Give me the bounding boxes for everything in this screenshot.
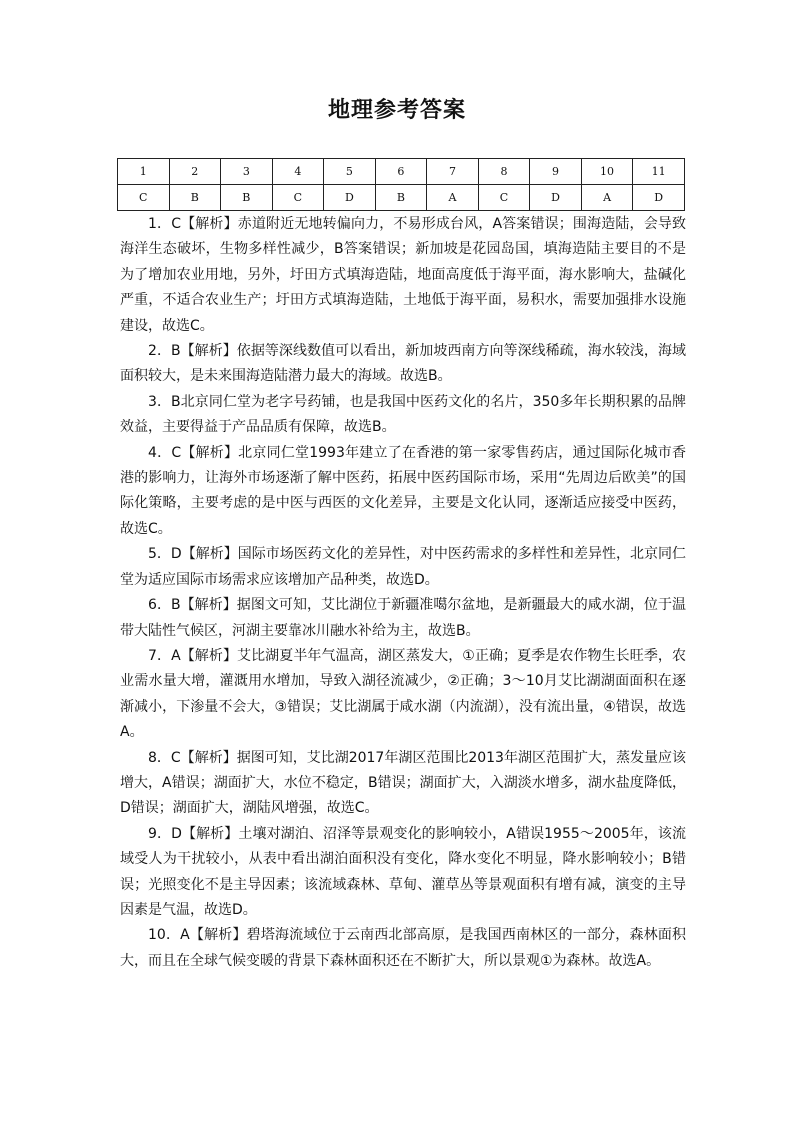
page-title: 地理参考答案 <box>327 98 466 123</box>
answer-cell: D <box>633 185 685 211</box>
answer-table <box>117 158 685 211</box>
question-number: 3 <box>221 159 273 185</box>
question-number: 7 <box>427 159 479 185</box>
question-number: 6 <box>375 159 427 185</box>
question-number: 11 <box>633 159 685 185</box>
question-number: 9 <box>530 159 582 185</box>
answer-cell: B <box>375 185 427 211</box>
answer-cell: C <box>118 185 170 211</box>
answer-cell: D <box>324 185 376 211</box>
explanation-item: 10．A【解析】碧塔海流域位于云南西北部高原，是我国西南林区的一部分，森林面积大，而且在全球气候变暖的背景下森林面积还在不断扩大，所以景观①为森林。故选A。 <box>120 927 686 969</box>
answer-cell: B <box>169 185 221 211</box>
answer-cell: A <box>581 185 633 211</box>
answer-cell: D <box>530 185 582 211</box>
answer-cell: C <box>478 185 530 211</box>
answer-cell: C <box>272 185 324 211</box>
question-number: 4 <box>272 159 324 185</box>
question-number: 1 <box>118 159 170 185</box>
answer-cell: A <box>427 185 479 211</box>
explanation-item: 8．C【解析】据图可知，艾比湖2017年湖区范围比2013年湖区范围扩大，蒸发量应该增大，A错误；湖面扩大，水位不稳定，B错误；湖面扩大，入湖淡水增多，湖水盐度降低，D错误；湖面扩大，湖陆风增强，故选C。 <box>120 749 686 817</box>
explanation-item: 4．C【解析】北京同仁堂1993年建立了在香港的第一家零售药店，通过国际化城市香港的影响力，让海外市场逐渐了解中医药，拓展中医药国际市场，采用“先周边后欧美”的国际化策略，主要考虑的是中医与西医的文化差异，主要是文化认同，逐渐适应接受中医药，故选C。 <box>120 444 686 537</box>
explanation-item: 2．B【解析】依据等深线数值可以看出，新加坡西南方向等深线稀疏，海水较浅，海域面积较大，是未来围海造陆潜力最大的海域。故选B。 <box>120 343 686 385</box>
question-number: 5 <box>324 159 376 185</box>
question-number: 10 <box>581 159 633 185</box>
explanation-list <box>120 212 686 974</box>
question-number: 8 <box>478 159 530 185</box>
explanation-item: 3．B北京同仁堂为老字号药铺，也是我国中医药文化的名片，350多年长期积累的品牌效益，主要得益于产品品质有保障，故选B。 <box>120 393 686 436</box>
explanation-item: 6．B【解析】据图文可知，艾比湖位于新疆准噶尔盆地，是新疆最大的咸水湖，位于温带大陆性气候区，河湖主要靠冰川融水补给为主，故选B。 <box>120 597 686 639</box>
explanation-item: 7．A【解析】艾比湖夏半年气温高，湖区蒸发大，①正确；夏季是农作物生长旺季，农业需水量大增，灌溉用水增加，导致入湖径流减少，②正确；3～10月艾比湖湖面面积在逐渐减小，下渗量不会大，③错误；艾比湖属于咸水湖（内流湖），没有流出量，④错误，故选A。 <box>120 647 686 741</box>
explanation-item: 1．C【解析】赤道附近无地转偏向力，不易形成台风，A答案错误；围海造陆，会导致海洋生态破坏，生物多样性减少，B答案错误；新加坡是花园岛国，填海造陆主要目的不是为了增加农业用地，另外，圩田方式填海造陆，地面高度低于海平面，海水影响大，盐碱化严重，不适合农业生产；圩田方式填海造陆，土地低于海平面，易积水，需要加强排水设施建设，故选C。 <box>120 216 686 334</box>
explanation-item: 9．D【解析】土壤对湖泊、沼泽等景观变化的影响较小，A错误1955～2005年，该流域受人为干扰较小，从表中看出湖泊面积没有变化，降水变化不明显，降水影响较小；B错误；光照变化不是主导因素；该流域森林、草甸、灌草丛等景观面积有增有减，演变的主导因素是气温，故选D。 <box>120 825 686 918</box>
answer-cell: B <box>221 185 273 211</box>
answer-row <box>118 185 685 211</box>
question-number: 2 <box>169 159 221 185</box>
question-number-row <box>118 159 685 185</box>
explanation-item: 5．D【解析】国际市场医药文化的差异性，对中医药需求的多样性和差异性，北京同仁堂为适应国际市场需求应该增加产品种类，故选D。 <box>120 546 686 588</box>
